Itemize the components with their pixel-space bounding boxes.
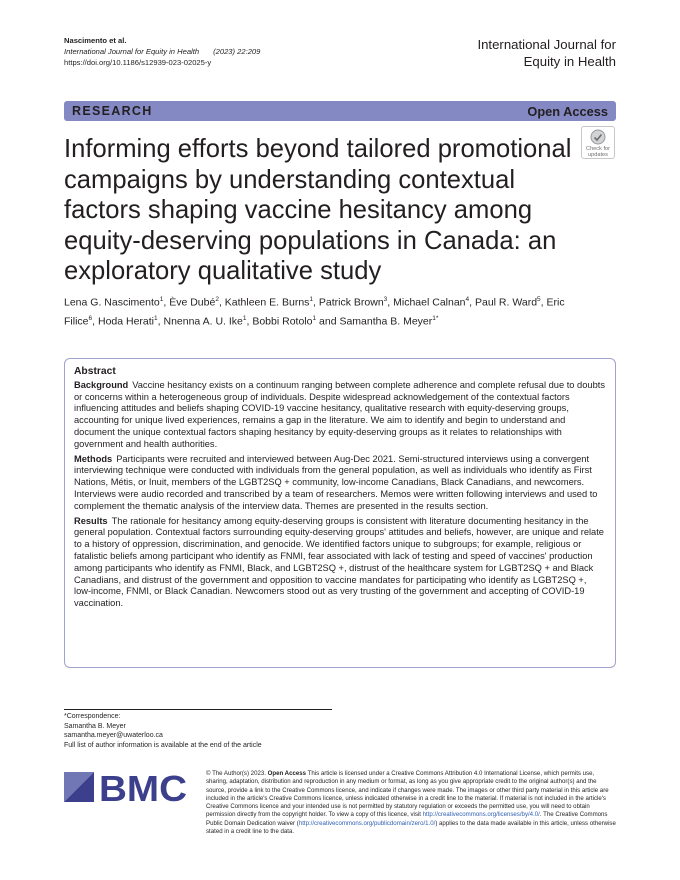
background-text: Vaccine hesitancy exists on a continuum ranging between complete adherence and complete refusal due to doubts or concerns within a heterogeneous group of individuals. Despite widespread acknowledgement of the contextual factors influencing attitudes and beliefs shaping COVID-19 vaccine hesitancy, qualitative research with equity-deserving groups, accounting for unique lived experiences, remains a gap in the literature. We aim to identify and begin to understand and document the unique contextual factors shaping hesitancy by equity-deserving groups as it relates to relationships with government and health authorities. [74,379,605,449]
correspondence-name: Samantha B. Meyer [64,722,126,730]
results-label: Results [74,515,108,526]
author-separator: , [92,315,98,327]
author-name[interactable]: Paul R. Ward [474,296,538,309]
check-line1: Check for [586,146,610,152]
copyright: © The Author(s) 2023. [206,770,266,777]
article-title: Informing efforts beyond tailored promotional campaigns by understanding contextual factors shaping vaccine hesitancy among equity-deserving populations in Canada: an exploratory qualitative study [64,135,572,285]
author-affiliation: 1 [242,314,247,322]
public-domain-link[interactable]: http://creativecommons.org/publicdomain/zero/1.0/ [298,819,436,827]
author-separator: , [157,315,164,327]
author-affiliation: 1 [154,314,158,322]
abstract-methods [74,454,606,513]
author-name[interactable]: Nnenna A. U. Ike [163,315,243,327]
footnote-divider [64,709,332,710]
license-text-1: This article is licensed under a Creative Commons Attribution 4.0 International License, which permits use, sharing, adaptation, distribution and reproduction in any medium or format, as long as you give appropriate credit to the original author(s) and the source, provide a link to the Creative Commons licence, and indicate if changes were made. The images or other third party material in this article are included in the article's Creative Commons licence, unless indicated otherwise in a credit line to the material. If material is not included in the article's Creative Commons licence and your intended use is not permitted by statutory regulation or exceeds the permitted use, you will need to obtain permission directly from the copyright holder. To view a copy of this licence, visit [206,770,609,819]
author-separator: , [540,296,547,309]
open-access-label: Open Access [527,103,608,119]
bmc-logo-text: BMC [99,770,188,804]
article-type: RESEARCH [72,104,153,118]
abstract-background [74,380,606,451]
author-separator: , [313,296,319,309]
author-separator: , [246,315,253,327]
author-affiliation: 6 [88,314,93,322]
author-affiliation: 1 [309,296,314,303]
author-name[interactable]: Kathleen E. Burns [224,296,310,309]
journal-name: International Journal for Equity in Health [64,47,200,56]
author-affiliation: 1 [159,296,164,303]
author-name[interactable]: Samantha B. Meyer [339,315,433,327]
check-line2: updates [588,152,608,158]
article-type-band [64,101,616,121]
license-text-2: . The Creative Commons Public Domain Dedication waiver ( [206,811,608,827]
abstract-results [74,516,606,610]
author-name[interactable]: Hoda Herati [97,315,155,327]
correspondence [64,712,262,750]
author-separator: , [469,296,475,309]
author-separator: , [218,296,225,309]
author-name[interactable]: Michael Calnan [393,296,466,309]
author-name[interactable]: Bobbi Rotolo [252,315,313,327]
author-list [64,292,620,329]
abstract-heading: Abstract [74,366,116,377]
author-info-note: Full list of author information is available at the end of the article [64,741,262,749]
citation-header [64,35,260,68]
author-affiliation: 2 [215,296,219,303]
methods-text: Participants were recruited and interviewed between Aug-Dec 2021. Semi-structured interviews using a convergent interviewing technique were conducted with individuals from the general population, as well as individuals who identify as First Nations, Métis, or Inuit, members of the LGBT2SQ + community, low-income Canadians, Black Canadians, and newcomers. Interviews were audio recorded and transcribed by a team of researchers. Memos were written following interviews and used to complement the thematic analysis of the interview data. Themes are presented in the results section. [74,453,598,511]
open-access-statement: Open Access [267,770,307,777]
author-affiliation: 1 [312,314,317,322]
volume-info: (2023) 22:209 [213,47,261,56]
methods-label: Methods [74,453,113,464]
journal-title-line1: International Journal for [477,37,616,52]
bmc-logo [64,770,189,804]
first-author: Nascimento et al. [64,36,127,45]
license-link[interactable]: http://creativecommons.org/licenses/by/4.0/ [422,811,540,819]
license-statement [206,770,616,836]
journal-title [477,36,616,70]
author-name[interactable]: Lena G. Nascimento [64,296,160,309]
author-separator: and [316,315,340,327]
author-affiliation: 4 [465,296,470,303]
author-affiliation: 3 [383,296,388,303]
correspondence-email[interactable]: samantha.meyer@uwaterloo.ca [64,732,163,740]
check-for-updates-icon [590,129,606,145]
author-name[interactable]: Patrick Brown [318,296,384,309]
results-text: The rationale for hesitancy among equity-deserving groups is consistent with literature documenting hesitancy in the general population. Contextual factors surrounding equity-deserving groups' attitudes and beliefs, however, are unique and relate to a history of oppression, discrimination, and genocide. We identified factors unique to subgroups; for example, religious or fatalistic beliefs among participant who identify as FNMI, fear associated with lack of testing and speed of vaccines' production among participants who identify as FNMI, Black, and LGBT2SQ +, distrust of the healthcare system for LGBT2SQ + and Black Canadians, and distrust of the government and opposition to vaccine mandates for participating who identify as LGBT2SQ +, low-income, FNMI, or Black Canadian. Newcomers stood out as very trusting of the government and accepting of COVID-19 vaccination. [74,515,604,609]
journal-title-line2: Equity in Health [523,54,616,69]
author-affiliation: 1* [432,314,439,322]
background-label: Background [74,379,129,390]
author-separator: , [387,296,394,309]
journal-citation [64,46,260,57]
correspondence-label: *Correspondence: [64,713,121,720]
author-name[interactable]: Ève Dubé [169,296,216,309]
doi-link[interactable]: https://doi.org/10.1186/s12939-023-02025-y [64,58,212,67]
author-separator: , [163,296,170,309]
author-name[interactable]: Eric Filice [64,296,565,327]
check-for-updates-button[interactable] [581,126,615,159]
abstract-box [64,358,616,668]
author-affiliation: 5 [537,296,541,303]
license-text-3: ) applies to the data made available in this article, unless otherwise stated in a credit line to the data. [206,819,616,836]
